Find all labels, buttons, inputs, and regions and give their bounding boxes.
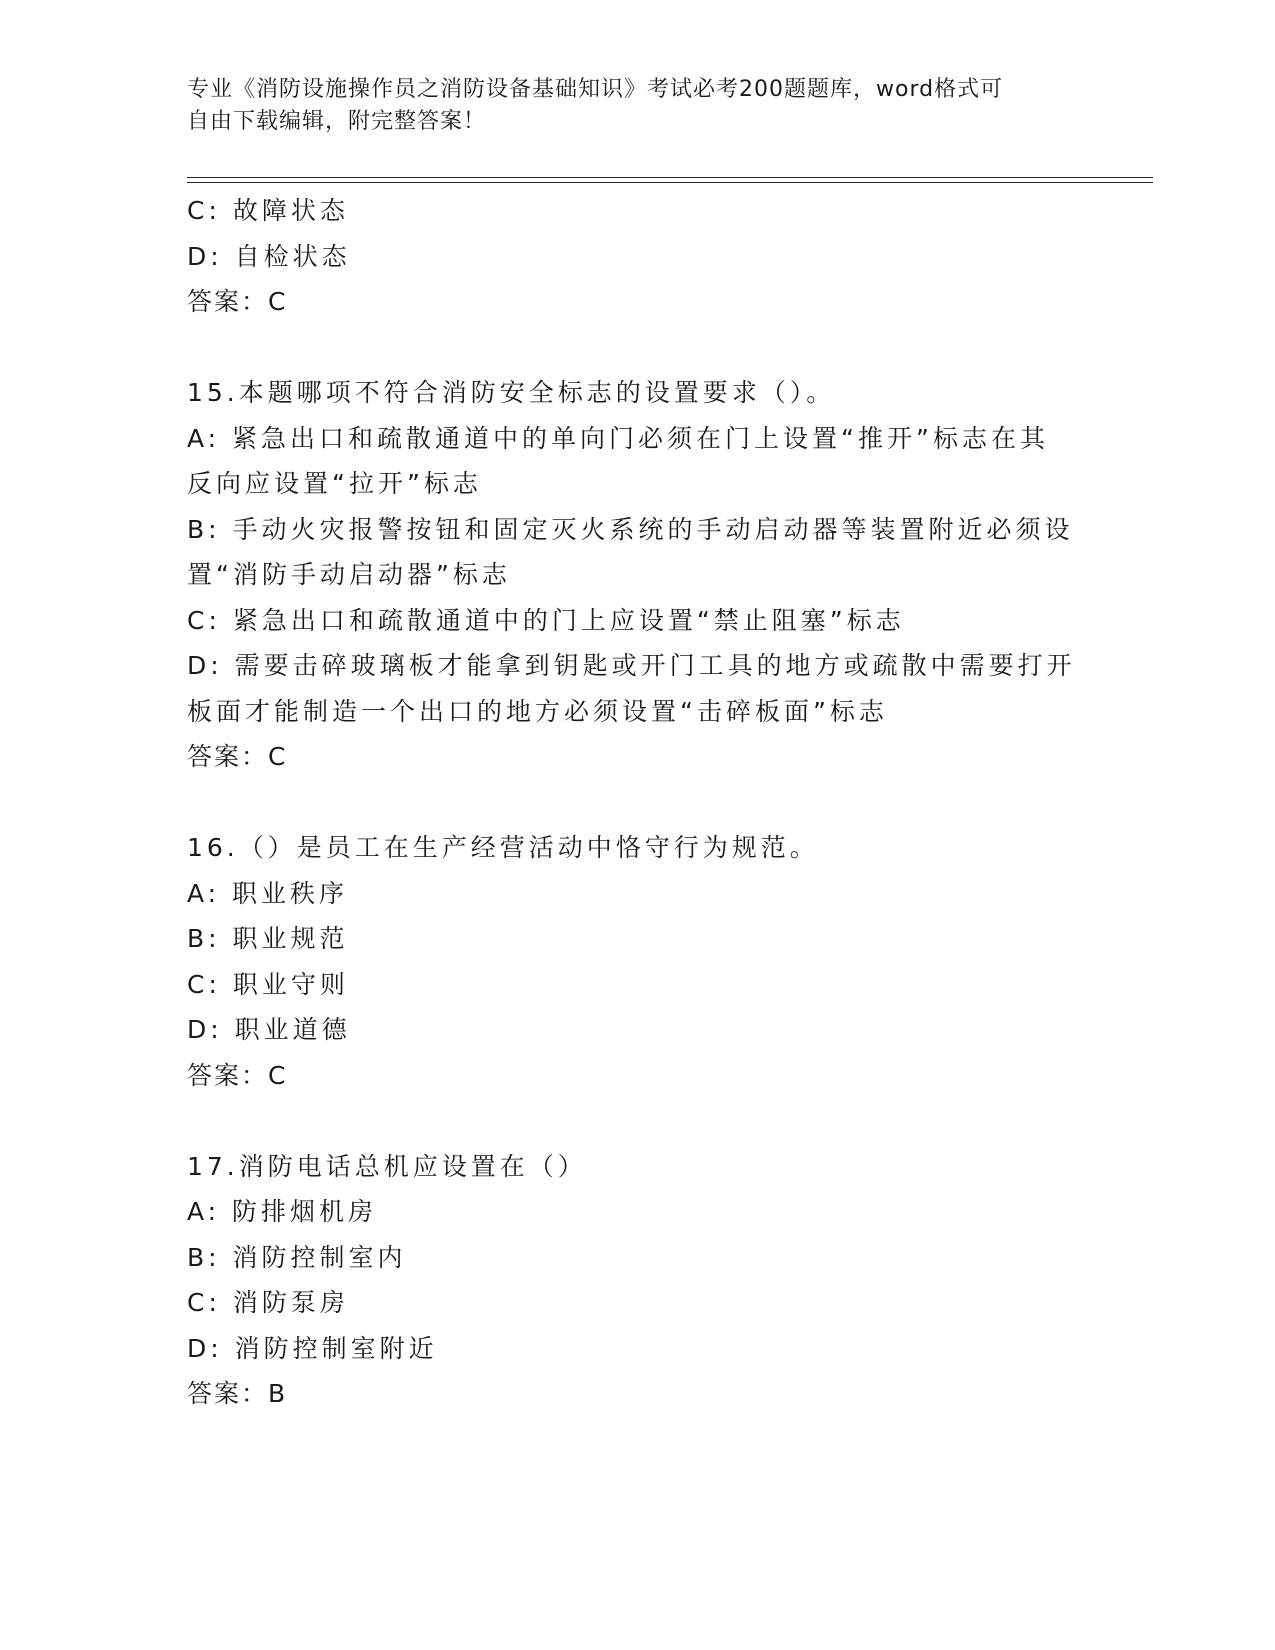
question-17 xyxy=(187,1144,1087,1417)
answer-line: 答案：C xyxy=(187,742,288,771)
option-line: C: 故障状态 xyxy=(187,196,349,225)
spacer xyxy=(187,325,1087,371)
option-line: C: 消防泵房 xyxy=(187,1288,349,1317)
option-line: D: 自检状态 xyxy=(187,241,351,271)
option-line: A: 职业秩序 xyxy=(187,878,349,908)
option-line: D: 需要击碎玻璃板才能拿到钥匙或开门工具的地方或疏散中需要打开 xyxy=(187,651,1076,680)
question-list xyxy=(187,188,1087,1417)
option-line: 置“消防手动启动器”标志 xyxy=(187,560,511,589)
header-divider-bottom xyxy=(187,182,1153,183)
option-line: B: 手动火灾报警按钮和固定灭火系统的手动启动器等装置附近必须设 xyxy=(187,514,1074,544)
option-line: C: 职业守则 xyxy=(187,969,349,999)
option-line: A: 紧急出口和疏散通道中的单向门必须在门上设置“推开”标志在其 xyxy=(187,423,1049,453)
option-line: D: 职业道德 xyxy=(187,1015,351,1044)
document-header xyxy=(187,74,1087,138)
question-stem: 16.（）是员工在生产经营活动中恪守行为规范。 xyxy=(187,833,819,862)
question-15 xyxy=(187,370,1087,780)
option-line: B: 职业规范 xyxy=(187,924,349,953)
option-line: 反向应设置“拉开”标志 xyxy=(187,469,482,498)
option-line: D: 消防控制室附近 xyxy=(187,1333,438,1363)
question-stem: 15.本题哪项不符合消防安全标志的设置要求（）。 xyxy=(187,378,836,407)
option-line: A: 防排烟机房 xyxy=(187,1197,378,1226)
spacer xyxy=(187,1098,1087,1144)
question-continued xyxy=(187,188,1087,325)
question-16 xyxy=(187,825,1087,1098)
answer-line: 答案：C xyxy=(187,1060,288,1090)
spacer xyxy=(187,780,1087,826)
header-line-1: 专业《消防设施操作员之消防设备基础知识》考试必考200题题库，word格式可 xyxy=(187,77,1004,102)
option-line: 板面才能制造一个出口的地方必须设置“击碎板面”标志 xyxy=(187,696,888,726)
header-line-2: 自由下载编辑，附完整答案！ xyxy=(187,109,487,134)
answer-line: 答案：B xyxy=(187,1379,288,1408)
header-divider-top xyxy=(187,177,1153,178)
option-line: B: 消防控制室内 xyxy=(187,1242,407,1272)
question-stem: 17.消防电话总机应设置在（） xyxy=(187,1151,587,1181)
option-line: C: 紧急出口和疏散通道中的门上应设置“禁止阻塞”标志 xyxy=(187,605,905,635)
answer-line: 答案：C xyxy=(187,287,288,316)
